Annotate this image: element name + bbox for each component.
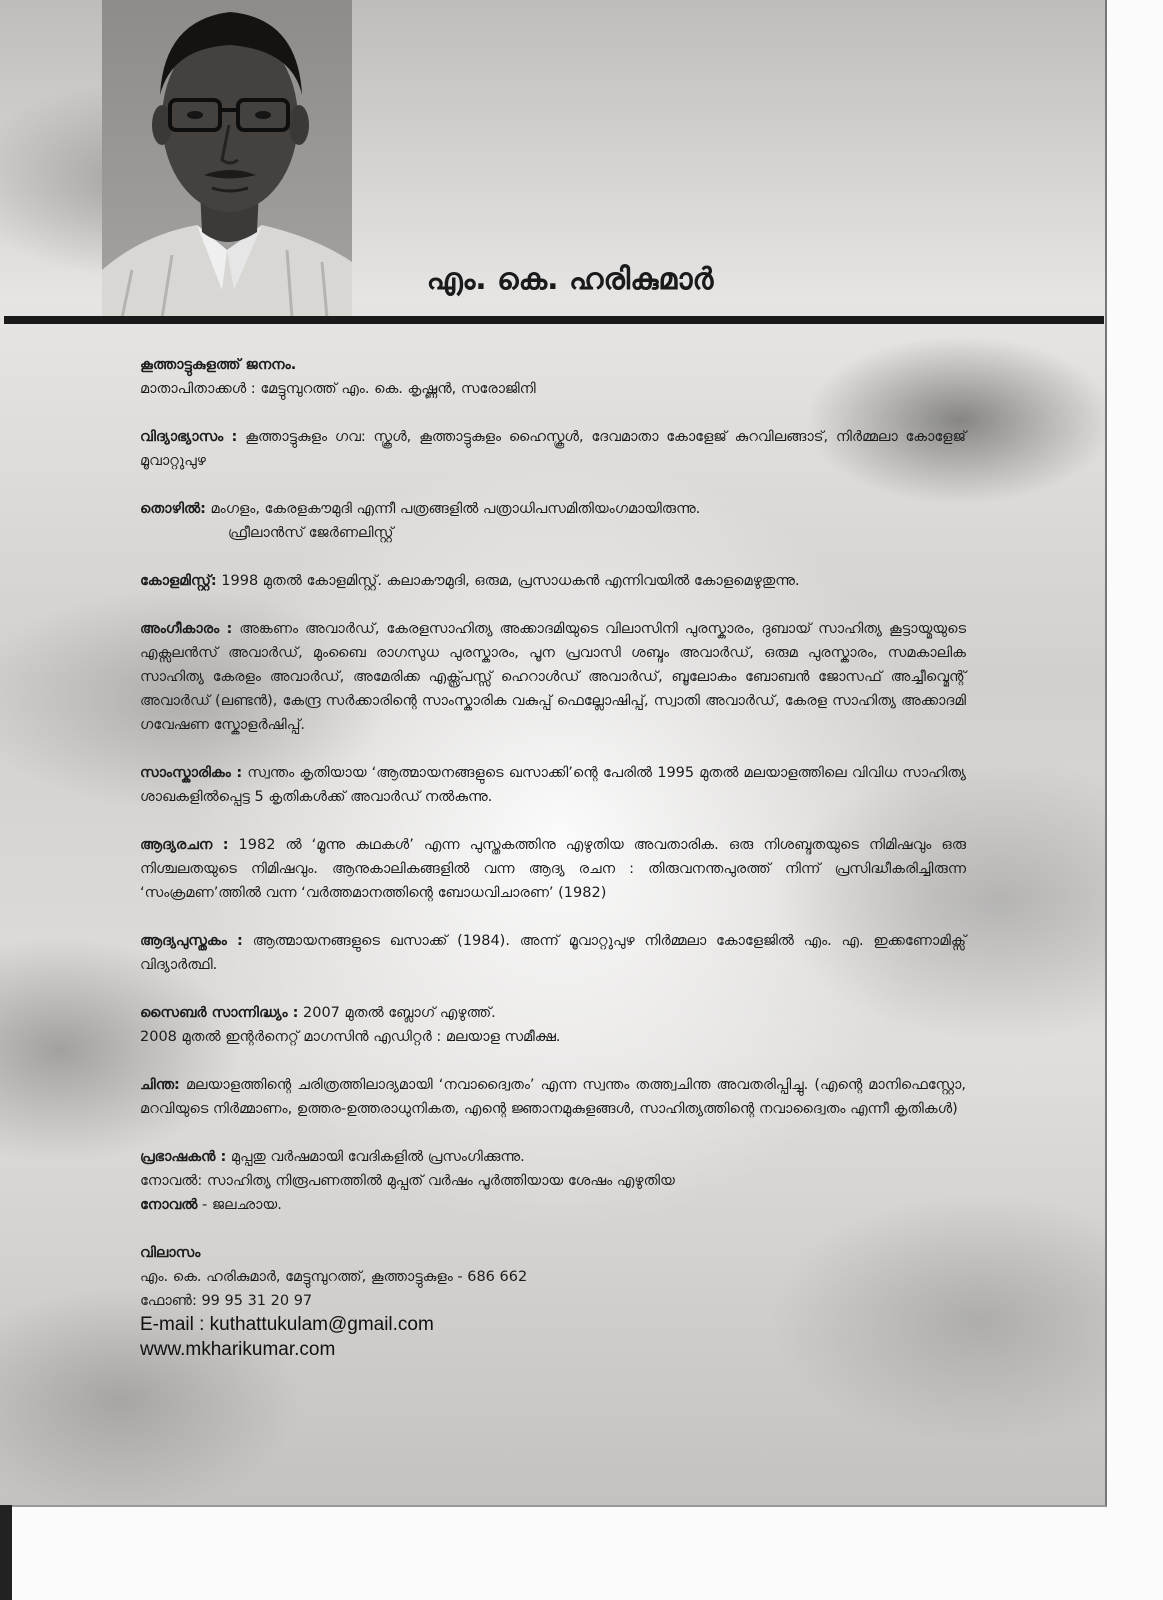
header-divider xyxy=(4,316,1104,324)
cyber-label: സൈബർ സാന്നിദ്ധ്യം : xyxy=(140,1005,299,1021)
birth-line xyxy=(140,353,966,377)
job-value: മംഗളം, കേരളകൗമുദി എന്നീ പത്രങ്ങളിൽ പത്രാധിപസമിതിയംഗമായിരുന്നു. xyxy=(210,501,701,517)
education-label: വിദ്യാഭ്യാസം : xyxy=(140,429,238,445)
bio-content xyxy=(140,353,966,1363)
address-line: എം. കെ. ഹരികുമാർ, മേട്ടുമ്പുറത്ത്, കൂത്താട്ടുകുളം - 686 662 xyxy=(140,1269,528,1285)
speaker-value: മുപ്പതു വർഷമായി വേദികളിൽ പ്രസംഗിക്കുന്നു. xyxy=(230,1149,525,1165)
novel-label: നോവൽ xyxy=(140,1197,198,1213)
speaker-section xyxy=(140,1145,966,1217)
columnist-value: 1998 മുതൽ കോളമിസ്റ്റ്. കലാകൗമുദി, ഒരുമ, പ്രസാധകൻ എന്നിവയിൽ കോളമെഴുതുന്നു. xyxy=(221,573,800,589)
address-section xyxy=(140,1241,966,1363)
cyber-value: 2007 മുതൽ ബ്ലോഗ് എഴുത്ത്. xyxy=(303,1005,496,1021)
parents-value: മേട്ടുമ്പുറത്ത് എം. കെ. കൃഷ്ണൻ, സരോജിനി xyxy=(260,381,536,397)
columnist-label: കോളമിസ്റ്റ്: xyxy=(140,573,217,589)
first-book-section xyxy=(140,929,966,977)
author-name: എം. കെ. ഹരികുമാർ xyxy=(426,262,714,297)
first-writing-value: 1982 ൽ ‘മൂന്നു കഥകൾ’ എന്ന പുസ്തകത്തിനു എഴുതിയ അവതാരിക. ഒരു നിശബ്ദതയുടെ നിമിഷവും ഒരു നിശ്ചലതയുടെ നിമിഷവും. ആനുകാലികങ്ങളിൽ വന്ന ആദ്യ രചന : തിരുവനന്തപുരത്ത് നിന്ന് പ്രസിദ്ധീകരിച്ചിരുന്ന ‘സംക്രമണ’ത്തിൽ വന്ന ‘വർത്തമാനത്തിന്റെ ബോധവിചാരണ’ (1982) xyxy=(140,837,966,901)
thought-value: മലയാളത്തിന്റെ ചരിത്രത്തിലാദ്യമായി ‘നവാദ്വൈതം’ എന്ന സ്വന്തം തത്ത്വചിന്ത അവതരിപ്പിച്ചു. (എന്റെ മാനിഫെസ്റ്റോ, മറവിയുടെ നിർമ്മാണം, ഉത്തര-ഉത്തരാധുനികത, എന്റെ ജ്ഞാനമുകുളങ്ങൾ, സാഹിത്യത്തിന്റെ നവാദ്വൈതം എന്നീ കൃതികൾ) xyxy=(140,1077,966,1117)
thought-label: ചിന്ത: xyxy=(140,1077,180,1093)
job-section xyxy=(140,497,966,545)
page-binding-edge xyxy=(0,1505,12,1600)
address-label: വിലാസം xyxy=(140,1245,201,1261)
cyber-value-2: 2008 മുതൽ ഇന്റർനെറ്റ് മാഗസിൻ എഡിറ്റർ : മലയാള സമീക്ഷ. xyxy=(140,1029,561,1045)
birth-text: കൂത്താട്ടുകുളത്ത് ജനനം. xyxy=(140,357,297,373)
first-writing-section xyxy=(140,833,966,905)
cultural-label: സാംസ്കാരികം : xyxy=(140,765,243,781)
parents-label: മാതാപിതാക്കൾ : xyxy=(140,381,256,397)
cultural-value: സ്വന്തം കൃതിയായ ‘ആത്മായനങ്ങളുടെ ഖസാക്കി’ന്റെ പേരിൽ 1995 മുതൽ മലയാളത്തിലെ വിവിധ സാഹിത്യ ശാഖകളിൽപ്പെട്ട 5 കൃതികൾക്ക് അവാർഡ് നൽകുന്നു. xyxy=(140,765,967,805)
first-writing-label: ആദ്യരചന : xyxy=(140,837,229,853)
job-value-2: ഫ്രീലാൻസ് ജേർണലിസ്റ്റ് xyxy=(228,525,394,541)
author-portrait-image xyxy=(102,0,352,318)
job-label: തൊഴിൽ: xyxy=(140,501,206,517)
thought-section xyxy=(140,1073,966,1121)
awards-value: അങ്കണം അവാർഡ്, കേരളസാഹിത്യ അക്കാദമിയുടെ വിലാസിനി പുരസ്കാരം, ദുബായ് സാഹിത്യ കൂട്ടായ്മയുടെ എക്സലൻസ് അവാർഡ്, മുംബൈ രാഗസുധ പുരസ്കാരം, പൂന പ്രവാസി ശബ്ദം അവാർഡ്, ഒരുമ പുരസ്കാരം, സമകാലിക സാഹിത്യ കേരളം അവാർഡ്, അമേരിക്ക എക്സ്പ്രസ്സ് ഹെറാൾഡ് അവാർഡ്, ബൂലോകം ബോബൻ ജോസഫ് അച്ചീവ്മെന്റ് അവാർഡ് (ലണ്ടൻ), കേന്ദ്ര സർക്കാരിന്റെ സാംസ്കാരിക വകുപ്പ് ഫെല്ലോഷിപ്പ്, സ്വാതി അവാർഡ്, കേരള സാഹിത്യ അക്കാദമി ഗവേഷണ സ്കോളർഷിപ്പ്. xyxy=(140,621,967,733)
novel-value: - ജലഛായ. xyxy=(202,1197,282,1213)
author-photo xyxy=(102,0,352,318)
email-line: E-mail : kuthattukulam@gmail.com xyxy=(140,1314,434,1335)
columnist-section xyxy=(140,569,966,593)
cyber-section xyxy=(140,1001,966,1049)
awards-section xyxy=(140,617,966,737)
awards-label: അംഗീകാരം : xyxy=(140,621,233,637)
first-book-value: ആത്മായനങ്ങളുടെ ഖസാക്ക് (1984). അന്ന് മൂവാറ്റുപുഴ നിർമ്മലാ കോളേജിൽ എം. എ. ഇക്കണോമിക്സ് വിദ്യാർത്ഥി. xyxy=(140,933,967,973)
cultural-section xyxy=(140,761,966,809)
education-value: കൂത്താട്ടുകുളം ഗവ: സ്കൂൾ, കൂത്താട്ടുകുളം ഹൈസ്കൂൾ, ദേവമാതാ കോളേജ് കുറവിലങ്ങാട്, നിർമ്മലാ കോളേജ് മൂവാറ്റുപുഴ xyxy=(140,429,967,469)
phone-line: ഫോൺ: 99 95 31 20 97 xyxy=(140,1293,313,1309)
first-book-label: ആദ്യപുസ്തകം : xyxy=(140,933,243,949)
parents-line xyxy=(140,377,966,401)
speaker-label: പ്രഭാഷകൻ : xyxy=(140,1149,227,1165)
novel-line: നോവൽ: സാഹിത്യ നിരൂപണത്തിൽ മുപ്പത് വർഷം പൂർത്തിയായ ശേഷം എഴുതിയ xyxy=(140,1173,675,1189)
education-section xyxy=(140,425,966,473)
website-line: www.mkharikumar.com xyxy=(140,1339,336,1360)
